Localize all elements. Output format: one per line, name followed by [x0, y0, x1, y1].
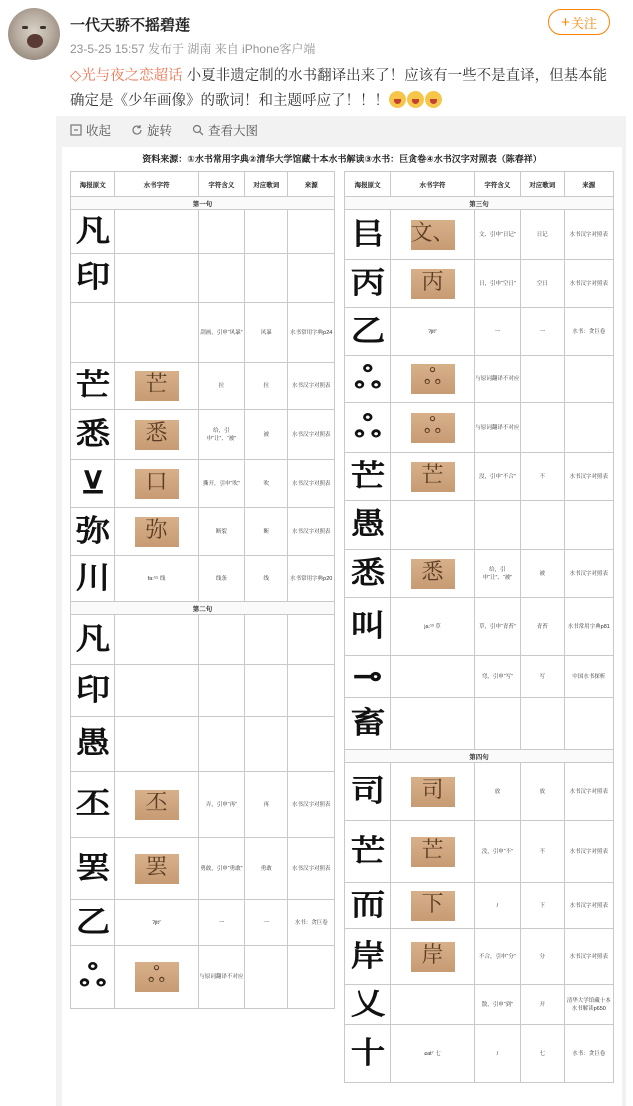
lyric-cell [521, 356, 564, 403]
header-row [345, 172, 614, 197]
table-row [71, 946, 335, 1009]
poster-glyph-cell [71, 900, 115, 946]
source-cell [564, 356, 614, 403]
meaning-cell [474, 501, 520, 550]
meaning-cell: 没，引申“不” [474, 821, 520, 883]
view-large-label: 查看大图 [208, 124, 259, 138]
source-cell: 水书常用字典p24 [288, 303, 335, 363]
poster-glyph: 悉 [350, 555, 385, 591]
source-cell [288, 946, 335, 1009]
shui-char-cell [391, 985, 474, 1025]
poster-glyph-cell [345, 501, 391, 550]
shui-char-cell [391, 929, 474, 985]
source-cell: 水书汉字对照表 [564, 883, 614, 929]
section-title: 第四句 [345, 750, 614, 763]
poster-glyph: ⊻ [80, 465, 106, 501]
table-row [71, 303, 335, 363]
lyric-cell: 一 [245, 900, 288, 946]
collapse-label: 收起 [86, 124, 112, 138]
meaning-cell: 放 [474, 763, 520, 821]
shui-char-photo: 悉 [411, 559, 455, 589]
poster-glyph-cell [71, 772, 115, 838]
post-text [70, 64, 620, 114]
left-table [70, 171, 335, 1009]
username[interactable]: 一代天骄不摇碧莲 [70, 17, 191, 34]
lyric-cell [245, 254, 288, 303]
lyric-cell [245, 717, 288, 772]
section-title: 第一句 [71, 197, 335, 210]
meaning-cell: 草，引申“青苔” [474, 598, 520, 656]
lyric-cell: 日记 [521, 210, 564, 260]
section-row [345, 750, 614, 763]
avatar-eye [40, 26, 46, 29]
poster-glyph-cell [345, 821, 391, 883]
emoji-icon [407, 91, 424, 108]
lyric-cell: 再 [245, 772, 288, 838]
shui-char-cell [391, 453, 474, 501]
poster-glyph-cell [71, 946, 115, 1009]
poster-glyph-cell [345, 403, 391, 453]
poster-glyph-cell [71, 717, 115, 772]
lyric-cell [245, 615, 288, 665]
poster-glyph: ஃ [354, 361, 382, 396]
lyric-cell: 开 [521, 985, 564, 1025]
shui-char-cell [115, 665, 198, 717]
table-row [345, 883, 614, 929]
poster-glyph: 而 [350, 887, 385, 923]
poster-glyph: ஃ [354, 409, 382, 445]
meaning-cell: 撕开，引申“吹” [198, 460, 244, 508]
poster-glyph-cell [71, 508, 115, 556]
column-header: 来源 [288, 172, 335, 197]
lyric-cell [245, 946, 288, 1009]
source-cell [564, 403, 614, 453]
emoji-icon [389, 91, 406, 108]
shui-char-photo: 芒 [411, 837, 455, 867]
shui-char-cell [115, 363, 198, 410]
section-title: 第三句 [345, 197, 614, 210]
poster-glyph: ⊸ [353, 658, 383, 694]
poster-glyph: 畜 [350, 705, 385, 741]
lyric-cell [245, 210, 288, 254]
lyric-cell: 青苔 [521, 598, 564, 656]
meaning-cell [198, 210, 244, 254]
table-row [345, 308, 614, 356]
source-cell [564, 501, 614, 550]
table-row [71, 410, 335, 460]
meaning-cell: 弄，引申“再” [198, 772, 244, 838]
shui-char-photo: 文、 [411, 220, 455, 250]
lyric-cell: 风暴 [245, 303, 288, 363]
poster-glyph: ஃ [79, 959, 107, 994]
table-row [71, 363, 335, 410]
shui-char-photo: ஃ [411, 364, 455, 394]
section-row [71, 602, 335, 615]
poster-glyph: 愚 [75, 726, 110, 761]
poster-glyph: 芒 [350, 833, 385, 869]
lyric-cell: 放 [521, 763, 564, 821]
table-row [71, 460, 335, 508]
meaning-cell: 一 [474, 308, 520, 356]
poster-glyph-cell [71, 363, 115, 410]
shui-char-cell [391, 260, 474, 308]
avatar[interactable] [8, 8, 60, 60]
source-cell: 水书汉字对照表 [564, 821, 614, 883]
lyric-cell: 被 [245, 410, 288, 460]
lyric-cell: 分 [521, 929, 564, 985]
shui-char-photo: 岸 [411, 942, 455, 972]
shui-char-photo: ஃ [411, 413, 455, 443]
lyric-cell: 被 [521, 550, 564, 598]
shui-char-cell [115, 556, 198, 602]
rotate-label: 旋转 [147, 124, 173, 138]
source-cell: 水书常用字典p81 [564, 598, 614, 656]
poster-glyph: 司 [350, 773, 385, 809]
table-row [71, 556, 335, 602]
section-title: 第二句 [71, 602, 335, 615]
table-row [345, 763, 614, 821]
diamond-icon: ◇ [70, 68, 82, 84]
table-row [345, 598, 614, 656]
header-row [71, 172, 335, 197]
column-header: 水书字符 [115, 172, 198, 197]
shui-char-cell [115, 615, 198, 665]
post-body: 小夏非遗定制的水书翻译出来了！应该有一些不是直译，但基本能确定是《少年画像》的歌词！和主题呼应了！！！ [70, 68, 608, 109]
shui-char-cell [391, 821, 474, 883]
shui-char-photo: 悉 [135, 420, 179, 450]
shui-char-cell [391, 656, 474, 698]
poster-glyph-cell [345, 1025, 391, 1083]
shui-char-cell [391, 598, 474, 656]
shui-char-note: ʔjit⁷ [428, 328, 437, 335]
shui-char-cell [391, 1025, 474, 1083]
shui-char-cell [391, 763, 474, 821]
shui-char-photo: 司 [411, 777, 455, 807]
rotate-button[interactable] [131, 121, 172, 139]
shui-char-note: ɕat⁷ 七 [424, 1050, 441, 1057]
table-row [345, 453, 614, 501]
lyric-cell: 写 [521, 656, 564, 698]
poster-glyph: 乙 [350, 313, 385, 349]
poster-glyph: 十 [350, 1035, 385, 1071]
meaning-cell: 日，引申“空日” [474, 260, 520, 308]
source-cell: 清华大学馆藏十本水书解读p650 [564, 985, 614, 1025]
meaning-cell: / [474, 1025, 520, 1083]
shui-char-photo: ஃ [135, 962, 179, 992]
emoji-icon [425, 91, 442, 108]
topic-link[interactable]: 光与夜之恋超话 [81, 68, 183, 84]
lyric-cell: 不 [521, 453, 564, 501]
shui-char-cell [115, 303, 198, 363]
table-row [345, 260, 614, 308]
poster-glyph-cell [345, 308, 391, 356]
poster-glyph-cell [345, 763, 391, 821]
shui-char-photo: 丕 [135, 790, 179, 820]
section-row [345, 197, 614, 210]
source-cell: 水书汉字对照表 [564, 763, 614, 821]
table-row [71, 210, 335, 254]
poster-glyph-cell [345, 598, 391, 656]
table-row [71, 615, 335, 665]
source-cell [288, 615, 335, 665]
table-row [345, 656, 614, 698]
lyric-cell [521, 403, 564, 453]
shui-char-cell [391, 308, 474, 356]
meaning-cell [198, 717, 244, 772]
image-toolbar [70, 121, 258, 139]
shui-char-cell [115, 210, 198, 254]
source-cell [288, 717, 335, 772]
meaning-cell: 弯，引申“写” [474, 656, 520, 698]
source-cell: 水书汉字对照表 [288, 838, 335, 900]
lyric-cell: 七 [521, 1025, 564, 1083]
shui-char-cell [391, 403, 474, 453]
poster-glyph: 乙 [75, 904, 110, 940]
table-row [71, 717, 335, 772]
shui-char-photo: 下 [411, 891, 455, 921]
source-cell [288, 665, 335, 717]
shui-char-note: ʔjit⁷ [152, 919, 161, 926]
poster-glyph: 凡 [75, 213, 110, 249]
meaning-cell: 不合，引申“分” [474, 929, 520, 985]
table-row [345, 550, 614, 598]
column-header: 海报原文 [71, 172, 115, 197]
poster-glyph: 愚 [350, 507, 385, 542]
shui-char-cell [115, 460, 198, 508]
sheet-title: 资料来源：①水书常用字典②清华大学馆藏十本水书解读③水书：巨贪卷④水书汉字对照表（陈春祥） [142, 154, 542, 164]
meaning-cell: 与原词翻译不对应 [474, 356, 520, 403]
lyric-cell: 不 [521, 821, 564, 883]
shui-char-cell [115, 508, 198, 556]
source-cell: 水书汉字对照表 [288, 508, 335, 556]
poster-glyph-cell [71, 556, 115, 602]
source-cell: 水书汉字对照表 [564, 210, 614, 260]
shui-char-cell [115, 946, 198, 1009]
source-cell: 水书汉字对照表 [288, 363, 335, 410]
table-row [71, 838, 335, 900]
collapse-button[interactable] [70, 121, 111, 139]
source-cell: 水书汉字对照表 [288, 460, 335, 508]
shui-char-note: fa:⁵⁵ 线 [147, 575, 166, 582]
translation-sheet[interactable] [62, 147, 622, 1106]
table-row [345, 356, 614, 403]
meaning-cell [198, 665, 244, 717]
meaning-cell: 拉 [198, 363, 244, 410]
shui-char-photo: 弥 [135, 517, 179, 547]
shui-char-cell [391, 501, 474, 550]
poster-glyph: 凡 [75, 621, 110, 657]
source-cell [288, 210, 335, 254]
poster-glyph: 叫 [350, 608, 385, 644]
shui-char-photo: 芒 [135, 371, 179, 401]
section-row [71, 197, 335, 210]
meaning-cell: 给，引申“让”、“被” [474, 550, 520, 598]
table-row [71, 900, 335, 946]
source-cell: 中国水书探析 [564, 656, 614, 698]
plus-icon: + [561, 13, 570, 31]
avatar-eye [22, 26, 28, 29]
lyric-cell: 吹 [245, 460, 288, 508]
poster-glyph: 芒 [75, 368, 110, 403]
lyric-cell: 拉 [245, 363, 288, 410]
shui-char-cell [115, 838, 198, 900]
source-cell: 水书汉字对照表 [288, 410, 335, 460]
source-cell: 水书汉字对照表 [564, 453, 614, 501]
source-cell: 水书汉字对照表 [564, 260, 614, 308]
lyric-cell [245, 665, 288, 717]
table-row [345, 210, 614, 260]
meaning-cell: 文、引申“日记” [474, 210, 520, 260]
poster-glyph: 悉 [75, 416, 110, 452]
poster-glyph-cell [71, 210, 115, 254]
source-cell: 水书：贪巨卷 [288, 900, 335, 946]
poster-glyph: 印 [75, 672, 110, 708]
meaning-cell: 与原词翻译不对应 [474, 403, 520, 453]
view-large-button[interactable] [192, 121, 258, 139]
poster-glyph-cell [71, 303, 115, 363]
source-cell: 水书：贪巨卷 [564, 308, 614, 356]
meaning-cell: 一 [198, 900, 244, 946]
poster-glyph-cell [345, 985, 391, 1025]
poster-glyph-cell [71, 615, 115, 665]
shui-char-cell [115, 772, 198, 838]
shui-char-cell [391, 698, 474, 750]
source-cell: 水书：贪巨卷 [564, 1025, 614, 1083]
table-row [345, 985, 614, 1025]
meaning-cell: 刮画，引申“风暴” [198, 303, 244, 363]
meaning-cell: 给，引申“让”、“被” [198, 410, 244, 460]
meaning-cell [198, 615, 244, 665]
collapse-icon [70, 124, 82, 136]
table-row [345, 403, 614, 453]
shui-char-photo: 口 [135, 469, 179, 499]
lyric-cell: 下 [521, 883, 564, 929]
column-header: 字符含义 [198, 172, 244, 197]
poster-glyph-cell [345, 698, 391, 750]
poster-glyph-cell [345, 260, 391, 308]
shui-char-cell [391, 356, 474, 403]
poster-glyph: 乂 [350, 986, 385, 1022]
column-header: 水书字符 [391, 172, 474, 197]
source-cell: 水书汉字对照表 [564, 550, 614, 598]
poster-glyph-cell [71, 410, 115, 460]
poster-glyph-cell [71, 254, 115, 303]
lyric-cell: 一 [521, 308, 564, 356]
right-table [344, 171, 614, 1083]
poster-glyph: 弥 [75, 513, 110, 549]
poster-glyph-cell [345, 883, 391, 929]
lyric-cell: 空日 [521, 260, 564, 308]
lyric-cell [521, 501, 564, 550]
shui-char-cell [115, 900, 198, 946]
poster-glyph-cell [71, 838, 115, 900]
shui-char-photo: 罢 [135, 854, 179, 884]
poster-glyph: 岸 [350, 938, 385, 974]
table-row [71, 254, 335, 303]
poster-glyph-cell [345, 929, 391, 985]
poster-glyph: 芒 [350, 458, 385, 494]
poster-glyph-cell [71, 665, 115, 717]
shui-char-cell [115, 254, 198, 303]
poster-glyph: 印 [75, 260, 110, 295]
meaning-cell [474, 698, 520, 750]
follow-label: 关注 [570, 15, 597, 31]
lyric-cell: 线 [245, 556, 288, 602]
table-row [345, 821, 614, 883]
lyric-cell: 断 [245, 508, 288, 556]
rotate-icon [131, 124, 143, 136]
column-header: 字符含义 [474, 172, 520, 197]
poster-glyph: 川 [75, 560, 110, 596]
poster-glyph: 丙 [350, 265, 385, 301]
shui-char-cell [115, 410, 198, 460]
lyric-cell: 勇敢 [245, 838, 288, 900]
column-header: 对应歌词 [245, 172, 288, 197]
table-row [71, 665, 335, 717]
shui-char-cell [115, 717, 198, 772]
meaning-cell: 与原词翻译不对应 [198, 946, 244, 1009]
source-cell [564, 698, 614, 750]
source-cell: 水书常用字典p20 [288, 556, 335, 602]
table-row [345, 929, 614, 985]
poster-glyph-cell [345, 210, 391, 260]
column-header: 来源 [564, 172, 614, 197]
table-row [345, 698, 614, 750]
avatar-mouth [27, 34, 43, 48]
column-header: 海报原文 [345, 172, 391, 197]
shui-char-photo: 丙 [411, 269, 455, 299]
source-cell [288, 254, 335, 303]
poster-glyph-cell [345, 656, 391, 698]
lyric-cell [521, 698, 564, 750]
column-header: 对应歌词 [521, 172, 564, 197]
poster-glyph: 罢 [75, 850, 110, 886]
poster-glyph-cell [71, 460, 115, 508]
shui-char-cell [391, 883, 474, 929]
poster-glyph-cell [345, 453, 391, 501]
table-row [345, 501, 614, 550]
meaning-cell [198, 254, 244, 303]
meaning-cell: 线条 [198, 556, 244, 602]
source-cell: 水书汉字对照表 [288, 772, 335, 838]
table-row [71, 508, 335, 556]
follow-button[interactable] [548, 9, 610, 35]
poster-glyph: 丕 [75, 786, 110, 822]
poster-glyph-cell [345, 356, 391, 403]
shui-char-photo: 芒 [411, 462, 455, 492]
meaning-cell: 散，引申“到” [474, 985, 520, 1025]
table-row [71, 772, 335, 838]
meaning-cell: 断裂 [198, 508, 244, 556]
magnify-icon [192, 124, 204, 136]
meaning-cell: / [474, 883, 520, 929]
table-row [345, 1025, 614, 1083]
shui-char-note: ja:¹³ 草 [424, 623, 441, 630]
shui-char-cell [391, 210, 474, 260]
poster-glyph: 㠯 [350, 216, 385, 252]
meaning-cell: 没，引申“不合” [474, 453, 520, 501]
post-meta: 23-5-25 15:57 发布于 湖南 来自 iPhone客户端 [70, 42, 316, 56]
source-cell: 水书汉字对照表 [564, 929, 614, 985]
shui-char-cell [391, 550, 474, 598]
poster-glyph-cell [345, 550, 391, 598]
meaning-cell: 勇敢，引申“勇敢” [198, 838, 244, 900]
